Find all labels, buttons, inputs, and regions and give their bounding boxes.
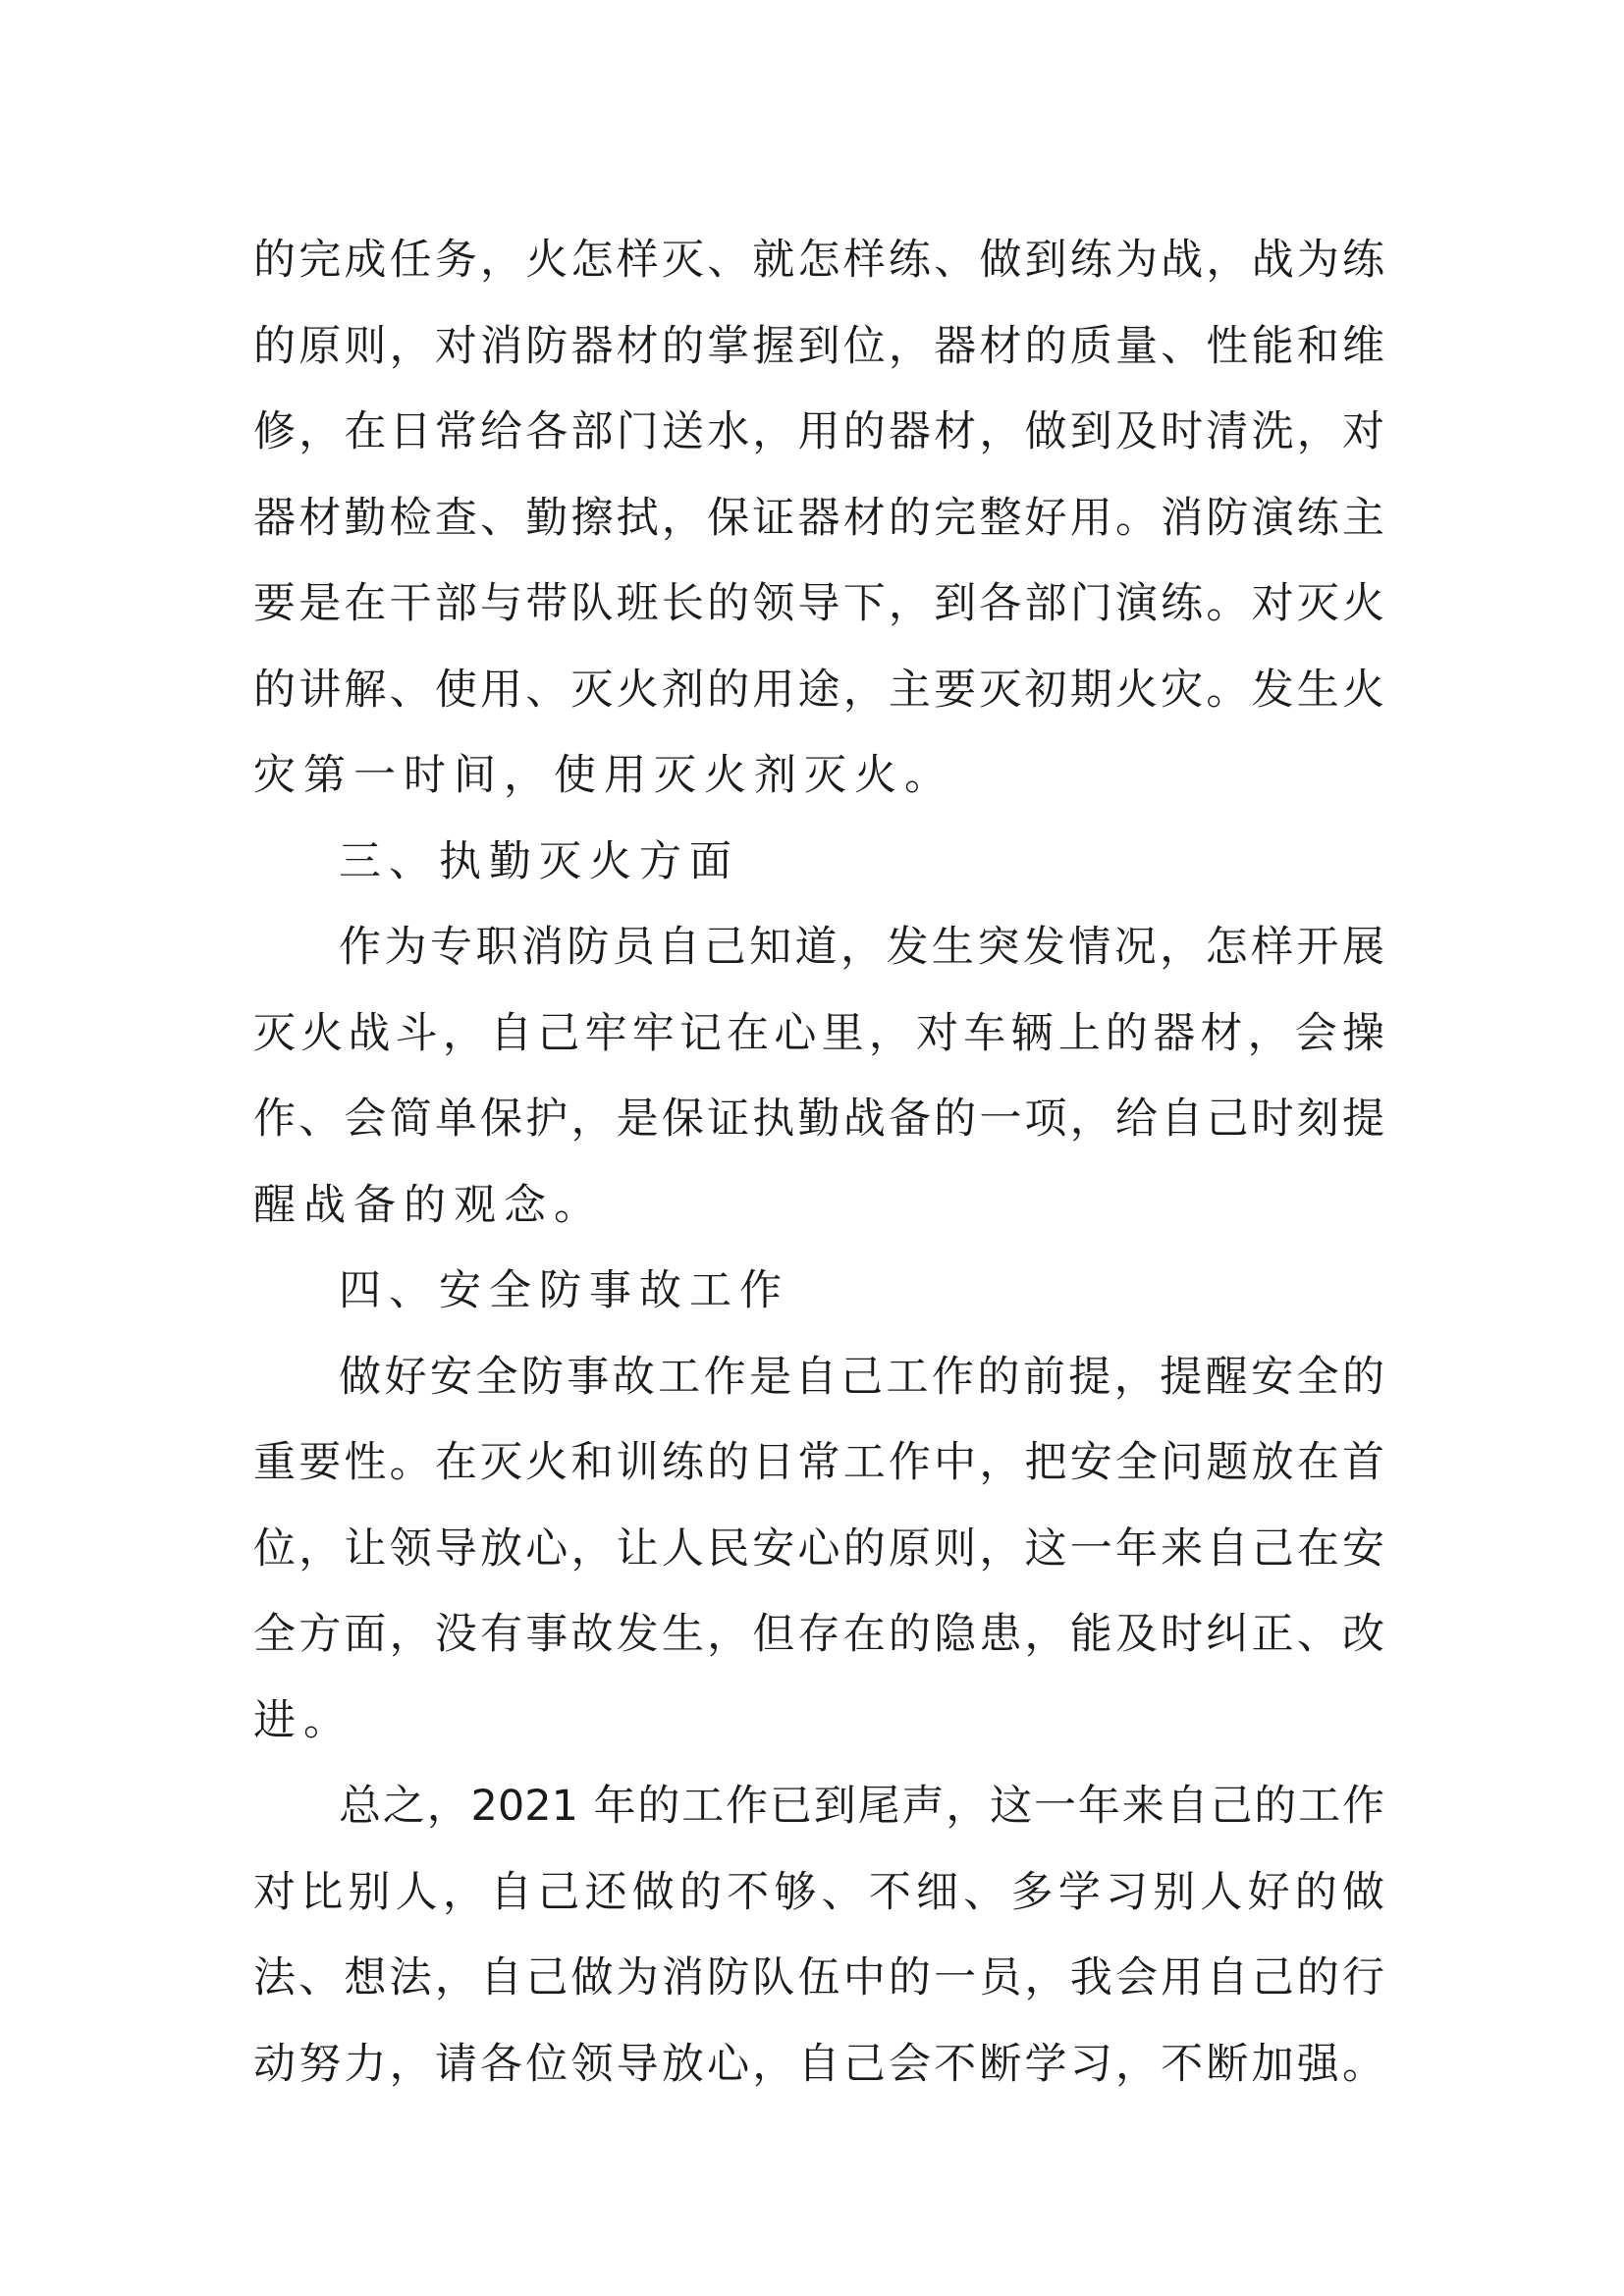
section-heading: 三、执勤灭火方面 (339, 836, 739, 886)
text-line: 灭火战斗，自己牢牢记在心里，对车辆上的器材，会操 (253, 1008, 1384, 1058)
text-line: 总之，2021 年的工作已到尾声，这一年来自己的工作 (339, 1782, 1384, 1831)
text-line: 位，让领导放心，让人民安心的原则，这一年来自己在安 (253, 1523, 1384, 1574)
text-line: 的完成任务，火怎样灭、就怎样练、做到练为战，战为练 (253, 236, 1384, 285)
text-line: 醒战备的观念。 (253, 1180, 604, 1230)
text-line: 的讲解、使用、灭火剂的用途，主要灭初期火灾。发生火 (253, 665, 1384, 715)
text-line: 器材勤检查、勤擦拭，保证器材的完整好用。消防演练主 (253, 493, 1384, 543)
text-line: 作、会简单保护，是保证执勤战备的一项，给自己时刻提 (253, 1095, 1384, 1144)
document-page (253, 218, 1384, 2108)
text-line: 做好安全防事故工作是自己工作的前提，提醒安全的 (339, 1352, 1384, 1402)
text-line: 的原则，对消防器材的掌握到位，器材的质量、性能和维 (253, 321, 1384, 371)
text-line: 修，在日常给各部门送水，用的器材，做到及时清洗，对 (253, 407, 1384, 456)
text-line: 对比别人，自己还做的不够、不细、多学习别人好的做 (253, 1867, 1384, 1917)
text-line: 动努力，请各位领导放心，自己会不断学习，不断加强。 (253, 2039, 1384, 2089)
text-line: 灾第一时间，使用灭火剂灭火。 (253, 751, 954, 800)
text-line: 进。 (253, 1695, 353, 1745)
text-line: 要是在干部与带队班长的领导下，到各部门演练。对灭火 (253, 579, 1384, 628)
text-line: 重要性。在灭火和训练的日常工作中，把安全问题放在首 (253, 1438, 1384, 1487)
section-heading: 四、安全防事故工作 (339, 1266, 789, 1315)
text-line: 作为专职消防员自己知道，发生突发情况，怎样开展 (339, 923, 1384, 972)
text-line: 法、想法，自己做为消防队伍中的一员，我会用自己的行 (253, 1953, 1384, 2002)
text-line: 全方面，没有事故发生，但存在的隐患，能及时纠正、改 (253, 1610, 1384, 1659)
